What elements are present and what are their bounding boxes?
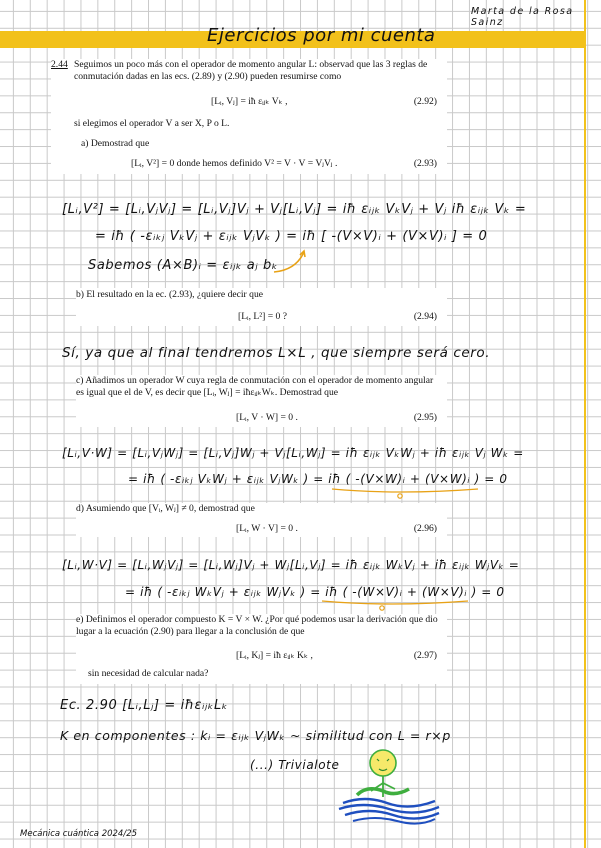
equation-2-94: [Lᵢ, L²] = 0 ? [238, 311, 288, 322]
margin-line [584, 0, 586, 848]
handwritten-a-line1: [Lᵢ,V²] = [Lᵢ,VⱼVⱼ] = [Lᵢ,Vⱼ]Vⱼ + Vⱼ[Lᵢ,Vⱼ] = iħ εᵢⱼₖ VₖVⱼ + Vⱼ iħ εᵢⱼₖ Vₖ = [62, 202, 527, 217]
equation-number-2-96: (2.96) [413, 523, 437, 534]
part-c-label: c) Añadimos un operador W cuya regla de conmutación con el operador de momento angular es igual que el de V, es decir que [Lᵢ, Wⱼ] = iħεᵢⱼₖWₖ. Demostrad que [76, 375, 434, 398]
problem-block-e [76, 614, 447, 684]
author-name: Marta de la Rosa Sainz [471, 6, 574, 28]
handwritten-e-line2: K en componentes : kᵢ = εᵢⱼₖ VⱼWₖ ~ similitud con L = r×p [60, 728, 451, 743]
equation-2-92: [Lᵢ, Vⱼ] = iħ εᵢⱼₖ Vₖ , [211, 96, 288, 107]
equation-2-93: [Lᵢ, V²] = 0 donde hemos definido V² = V · V = VⱼVⱼ . [131, 158, 338, 169]
problem-intro: Seguimos un poco más con el operador de momento angular L: observad que las 3 reglas de conmutación dadas en las ecs. (2.89) y (2.90) pueden resumirse como [74, 59, 428, 82]
handwritten-b-answer: Sí, ya que al final tendremos L×L , que siempre será cero. [62, 345, 491, 361]
equation-2-96: [Lᵢ, W · V] = 0 . [236, 523, 298, 534]
footer-course: Mecánica cuántica 2024/25 [20, 829, 138, 839]
handwritten-e-line3: (...) Trivialote [250, 758, 340, 772]
handwritten-e-line1: Ec. 2.90 [Lᵢ,Lⱼ] = iħεᵢⱼₖLₖ [60, 698, 228, 713]
equation-number-2-94: (2.94) [413, 311, 437, 322]
part-e-label: e) Definimos el operador compuesto K = V × W. ¿Por qué podemos usar la derivación que dio lugar a la ecuación (2.90) para llegar a la conclusión de que [76, 614, 438, 637]
handwritten-c-line2: = iħ ( -εᵢₖⱼ VₖWⱼ + εᵢⱼₖ VⱼWₖ ) = iħ ( -(V×W)ᵢ + (V×W)ᵢ ) = 0 [128, 472, 508, 486]
part-a-label: a) Demostrad que [81, 138, 150, 149]
page-title: Ejercicios por mi cuenta [207, 25, 436, 46]
operator-choice-text: si elegimos el operador V a ser X, P o L. [74, 118, 230, 129]
part-d-label: d) Asumiendo que [Vᵢ, Wⱼ] ≠ 0, demostrad que [76, 503, 255, 514]
problem-block-b [76, 288, 447, 326]
orange-underline-c [330, 486, 480, 500]
handwritten-d-line2: = iħ ( -εᵢₖⱼ WₖVⱼ + εᵢⱼₖ WⱼVₖ ) = iħ ( -(W×V)ᵢ + (W×V)ᵢ ) = 0 [125, 585, 505, 599]
equation-number-2-93: (2.93) [413, 158, 437, 169]
problem-number: 2.44 [51, 59, 68, 70]
problem-block-d [76, 503, 447, 537]
part-b-label: b) El resultado en la ec. (2.93), ¿quiere decir que [76, 289, 263, 300]
problem-block-c [76, 375, 447, 427]
orange-arrow [270, 248, 310, 276]
wave-doodle-icon [335, 745, 445, 827]
handwritten-c-line1: [Lᵢ,V·W] = [Lᵢ,VⱼWⱼ] = [Lᵢ,Vⱼ]Wⱼ + Vⱼ[Lᵢ,Wⱼ] = iħ εᵢⱼₖ VₖWⱼ + iħ εᵢⱼₖ Vⱼ Wₖ = [62, 446, 524, 460]
handwritten-a-line2: = iħ ( -εᵢₖⱼ VₖVⱼ + εᵢⱼₖ VⱼVₖ ) = iħ [ -(V×V)ᵢ + (V×V)ᵢ ] = 0 [95, 229, 488, 244]
equation-number-2-97: (2.97) [413, 650, 437, 661]
handwritten-a-line3: Sabemos (A×B)ᵢ = εᵢⱼₖ aⱼ bₖ [88, 258, 278, 273]
equation-2-97: [Lᵢ, Kⱼ] = iħ εᵢⱼₖ Kₖ , [236, 650, 313, 661]
handwritten-d-line1: [Lᵢ,W·V] = [Lᵢ,WⱼVⱼ] = [Lᵢ,Wⱼ]Vⱼ + Wⱼ[Lᵢ,Vⱼ] = iħ εᵢⱼₖ WₖVⱼ + iħ εᵢⱼₖ WⱼVₖ = [62, 558, 520, 572]
part-e-end: sin necesidad de calcular nada? [88, 668, 209, 679]
equation-number-2-95: (2.95) [413, 412, 437, 423]
problem-block-intro [51, 59, 447, 174]
equation-2-95: [Lᵢ, V · W] = 0 . [236, 412, 298, 423]
orange-underline-d [320, 598, 470, 612]
equation-number-2-92: (2.92) [413, 96, 437, 107]
